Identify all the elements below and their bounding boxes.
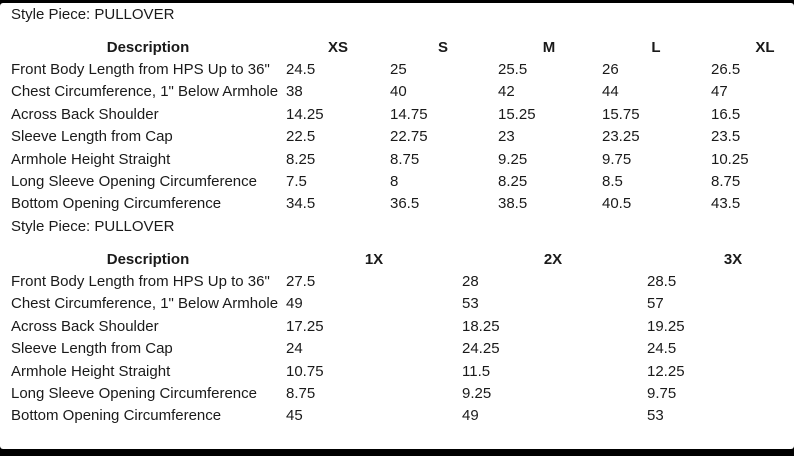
- value-m: 42: [498, 83, 515, 100]
- column-header-l: L: [651, 39, 661, 56]
- value-m: 9.25: [498, 151, 528, 168]
- row-description: Bottom Opening Circumference: [11, 195, 222, 212]
- table-row: [0, 149, 794, 171]
- value-l: 15.75: [602, 106, 640, 123]
- style-piece-title: Style Piece: PULLOVER: [11, 218, 175, 235]
- value-3x: 24.5: [647, 340, 677, 357]
- value-xs: 22.5: [286, 128, 316, 145]
- table-row: [0, 361, 794, 383]
- value-l: 44: [602, 83, 619, 100]
- value-1x: 8.75: [286, 385, 316, 402]
- value-1x: 45: [286, 407, 303, 424]
- size-chart-sheet: [0, 3, 794, 449]
- value-s: 40: [390, 83, 407, 100]
- value-3x: 12.25: [647, 363, 685, 380]
- column-header-xl: XL: [755, 39, 775, 56]
- row-description: Armhole Height Straight: [11, 151, 171, 168]
- value-l: 40.5: [602, 195, 632, 212]
- row-description: Across Back Shoulder: [11, 106, 159, 123]
- value-s: 8.75: [390, 151, 420, 168]
- table-row: [0, 104, 794, 126]
- table-row: [0, 316, 794, 338]
- row-description: Chest Circumference, 1" Below Armhole: [11, 295, 279, 312]
- value-2x: 9.25: [462, 385, 492, 402]
- value-xs: 8.25: [286, 151, 316, 168]
- value-3x: 28.5: [647, 273, 677, 290]
- row-description: Armhole Height Straight: [11, 363, 171, 380]
- value-s: 25: [390, 61, 407, 78]
- style-piece-title: Style Piece: PULLOVER: [11, 6, 175, 23]
- table-header-row: [0, 37, 794, 59]
- value-2x: 11.5: [462, 363, 491, 380]
- value-1x: 27.5: [286, 273, 316, 290]
- table-row: [0, 126, 794, 148]
- value-s: 14.75: [390, 106, 428, 123]
- value-m: 15.25: [498, 106, 536, 123]
- row-description: Front Body Length from HPS Up to 36": [11, 273, 270, 290]
- value-3x: 9.75: [647, 385, 677, 402]
- value-xl: 47: [711, 83, 728, 100]
- table-row: [0, 271, 794, 293]
- value-xs: 14.25: [286, 106, 324, 123]
- column-header-3x: 3X: [723, 251, 743, 268]
- column-header-description: Description: [106, 251, 190, 268]
- value-2x: 24.25: [462, 340, 500, 357]
- value-s: 36.5: [390, 195, 420, 212]
- value-3x: 57: [647, 295, 664, 312]
- value-1x: 17.25: [286, 318, 324, 335]
- table-row: [0, 193, 794, 215]
- value-1x: 10.75: [286, 363, 324, 380]
- table-row: [0, 293, 794, 315]
- table-row: [0, 383, 794, 405]
- value-m: 23: [498, 128, 515, 145]
- value-3x: 53: [647, 407, 664, 424]
- row-description: Chest Circumference, 1" Below Armhole: [11, 83, 279, 100]
- row-description: Bottom Opening Circumference: [11, 407, 222, 424]
- value-xs: 34.5: [286, 195, 316, 212]
- value-xl: 8.75: [711, 173, 741, 190]
- row-description: Front Body Length from HPS Up to 36": [11, 61, 270, 78]
- value-xl: 10.25: [711, 151, 749, 168]
- value-l: 23.25: [602, 128, 640, 145]
- value-xl: 16.5: [711, 106, 741, 123]
- column-header-description: Description: [106, 39, 190, 56]
- row-description: Sleeve Length from Cap: [11, 128, 173, 145]
- value-xl: 26.5: [711, 61, 741, 78]
- table-row: [0, 81, 794, 103]
- value-3x: 19.25: [647, 318, 685, 335]
- column-header-m: M: [542, 39, 556, 56]
- value-s: 8: [390, 173, 399, 190]
- value-2x: 49: [462, 407, 479, 424]
- value-2x: 28: [462, 273, 479, 290]
- value-m: 25.5: [498, 61, 528, 78]
- value-l: 8.5: [602, 173, 623, 190]
- value-xl: 43.5: [711, 195, 741, 212]
- row-description: Across Back Shoulder: [11, 318, 159, 335]
- column-header-s: S: [437, 39, 449, 56]
- value-1x: 24: [286, 340, 303, 357]
- row-description: Sleeve Length from Cap: [11, 340, 173, 357]
- value-l: 26: [602, 61, 619, 78]
- value-2x: 18.25: [462, 318, 500, 335]
- row-description: Long Sleeve Opening Circumference: [11, 385, 257, 402]
- table-row: [0, 405, 794, 427]
- value-xs: 24.5: [286, 61, 316, 78]
- column-header-2x: 2X: [543, 251, 563, 268]
- row-description: Long Sleeve Opening Circumference: [11, 173, 257, 190]
- table-header-row: [0, 249, 794, 271]
- value-1x: 49: [286, 295, 303, 312]
- value-m: 8.25: [498, 173, 528, 190]
- table-row: [0, 59, 794, 81]
- value-xs: 7.5: [286, 173, 307, 190]
- column-header-xs: XS: [327, 39, 349, 56]
- value-xl: 23.5: [711, 128, 741, 145]
- value-l: 9.75: [602, 151, 632, 168]
- value-s: 22.75: [390, 128, 428, 145]
- table-row: [0, 338, 794, 360]
- table-row: [0, 171, 794, 193]
- value-xs: 38: [286, 83, 303, 100]
- column-header-1x: 1X: [364, 251, 384, 268]
- value-m: 38.5: [498, 195, 528, 212]
- value-2x: 53: [462, 295, 479, 312]
